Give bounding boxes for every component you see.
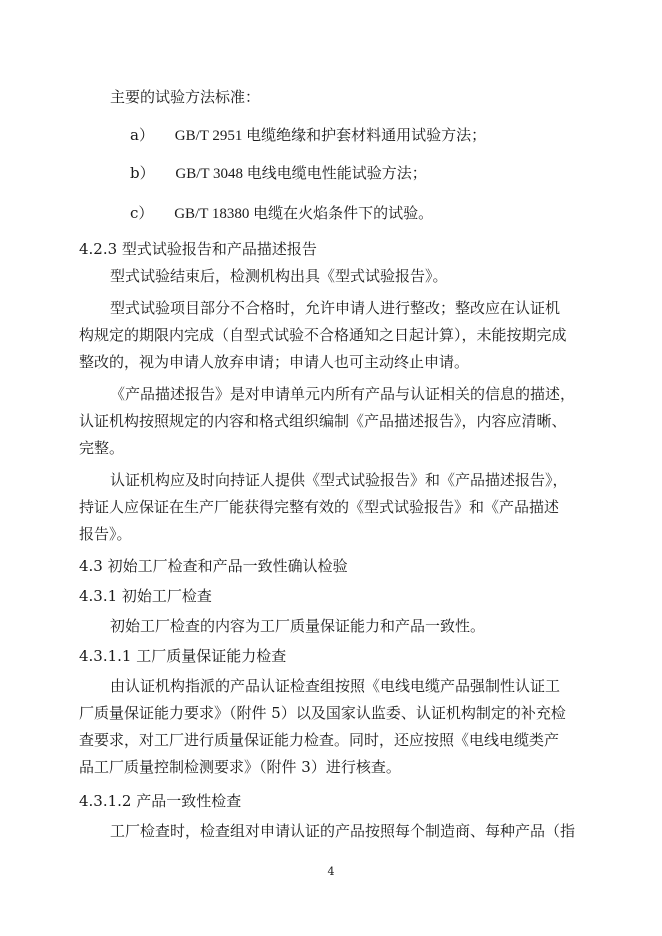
page-number: 4	[327, 865, 335, 878]
section-heading-4-3-1: 4.3.1 初始工厂检查	[79, 587, 212, 605]
section-heading-4-3-1-1: 4.3.1.1 工厂质量保证能力检查	[79, 647, 287, 665]
list-marker: b）	[130, 164, 155, 182]
paragraph-line: 认证机构应及时向持证人提供《型式试验报告》和《产品描述报告》，	[110, 471, 568, 489]
paragraph-line: 厂质量保证能力要求》（附件 5）以及国家认监委、认证机构制定的补充检	[79, 704, 566, 722]
paragraph-line: 品工厂质量控制检测要求》（附件 3）进行核查。	[79, 758, 401, 776]
standard-text: GB/T 2951 电缆绝缘和护套材料通用试验方法；	[174, 128, 487, 144]
standard-text: GB/T 3048 电线电缆电性能试验方法；	[175, 166, 427, 182]
paragraph-line: 型式试验项目部分不合格时，允许申请人进行整改；整改应在认证机	[110, 299, 561, 317]
list-marker: c）	[130, 204, 154, 222]
paragraph-line: 持证人应保证在生产厂能获得完整有效的《型式试验报告》和《产品描述	[79, 498, 560, 516]
paragraph-line: 查要求，对工厂进行质量保证能力检查。同时，还应按照《电线电缆类产	[79, 731, 560, 749]
paragraph-line: 初始工厂检查的内容为工厂质量保证能力和产品一致性。	[110, 617, 486, 635]
paragraph-line: 完整。	[79, 439, 125, 457]
standard-item-a	[130, 125, 486, 146]
paragraph-line: 认证机构按照规定的内容和格式组织编制《产品描述报告》，内容应清晰、	[79, 412, 567, 430]
paragraph-line: 整改的，视为申请人放弃申请；申请人也可主动终止申请。	[79, 353, 470, 371]
paragraph-line: 《产品描述报告》是对申请单元内所有产品与认证相关的信息的描述，	[110, 385, 576, 403]
section-heading-4-2-3: 4.2.3 型式试验报告和产品描述报告	[79, 240, 317, 258]
paragraph-line: 工厂检查时，检查组对申请认证的产品按照每个制造商、每种产品（指	[110, 822, 576, 840]
standard-item-b	[130, 163, 427, 184]
section-heading-4-3-1-2: 4.3.1.2 产品一致性检查	[79, 792, 242, 810]
paragraph-line: 由认证机构指派的产品认证检查组按照《电线电缆产品强制性认证工	[110, 677, 561, 695]
intro-text: 主要的试验方法标准：	[110, 88, 261, 106]
paragraph-line: 报告》。	[79, 525, 132, 543]
standard-text: GB/T 18380 电缆在火焰条件下的试验。	[174, 206, 434, 222]
list-marker: a）	[130, 126, 154, 144]
standard-item-c	[130, 203, 433, 224]
paragraph-line: 型式试验结束后，检测机构出具《型式试验报告》。	[110, 267, 448, 285]
section-heading-4-3: 4.3 初始工厂检查和产品一致性确认检验	[79, 557, 348, 575]
paragraph-line: 构规定的期限内完成（自型式试验不合格通知之日起计算），未能按期完成	[79, 326, 567, 344]
